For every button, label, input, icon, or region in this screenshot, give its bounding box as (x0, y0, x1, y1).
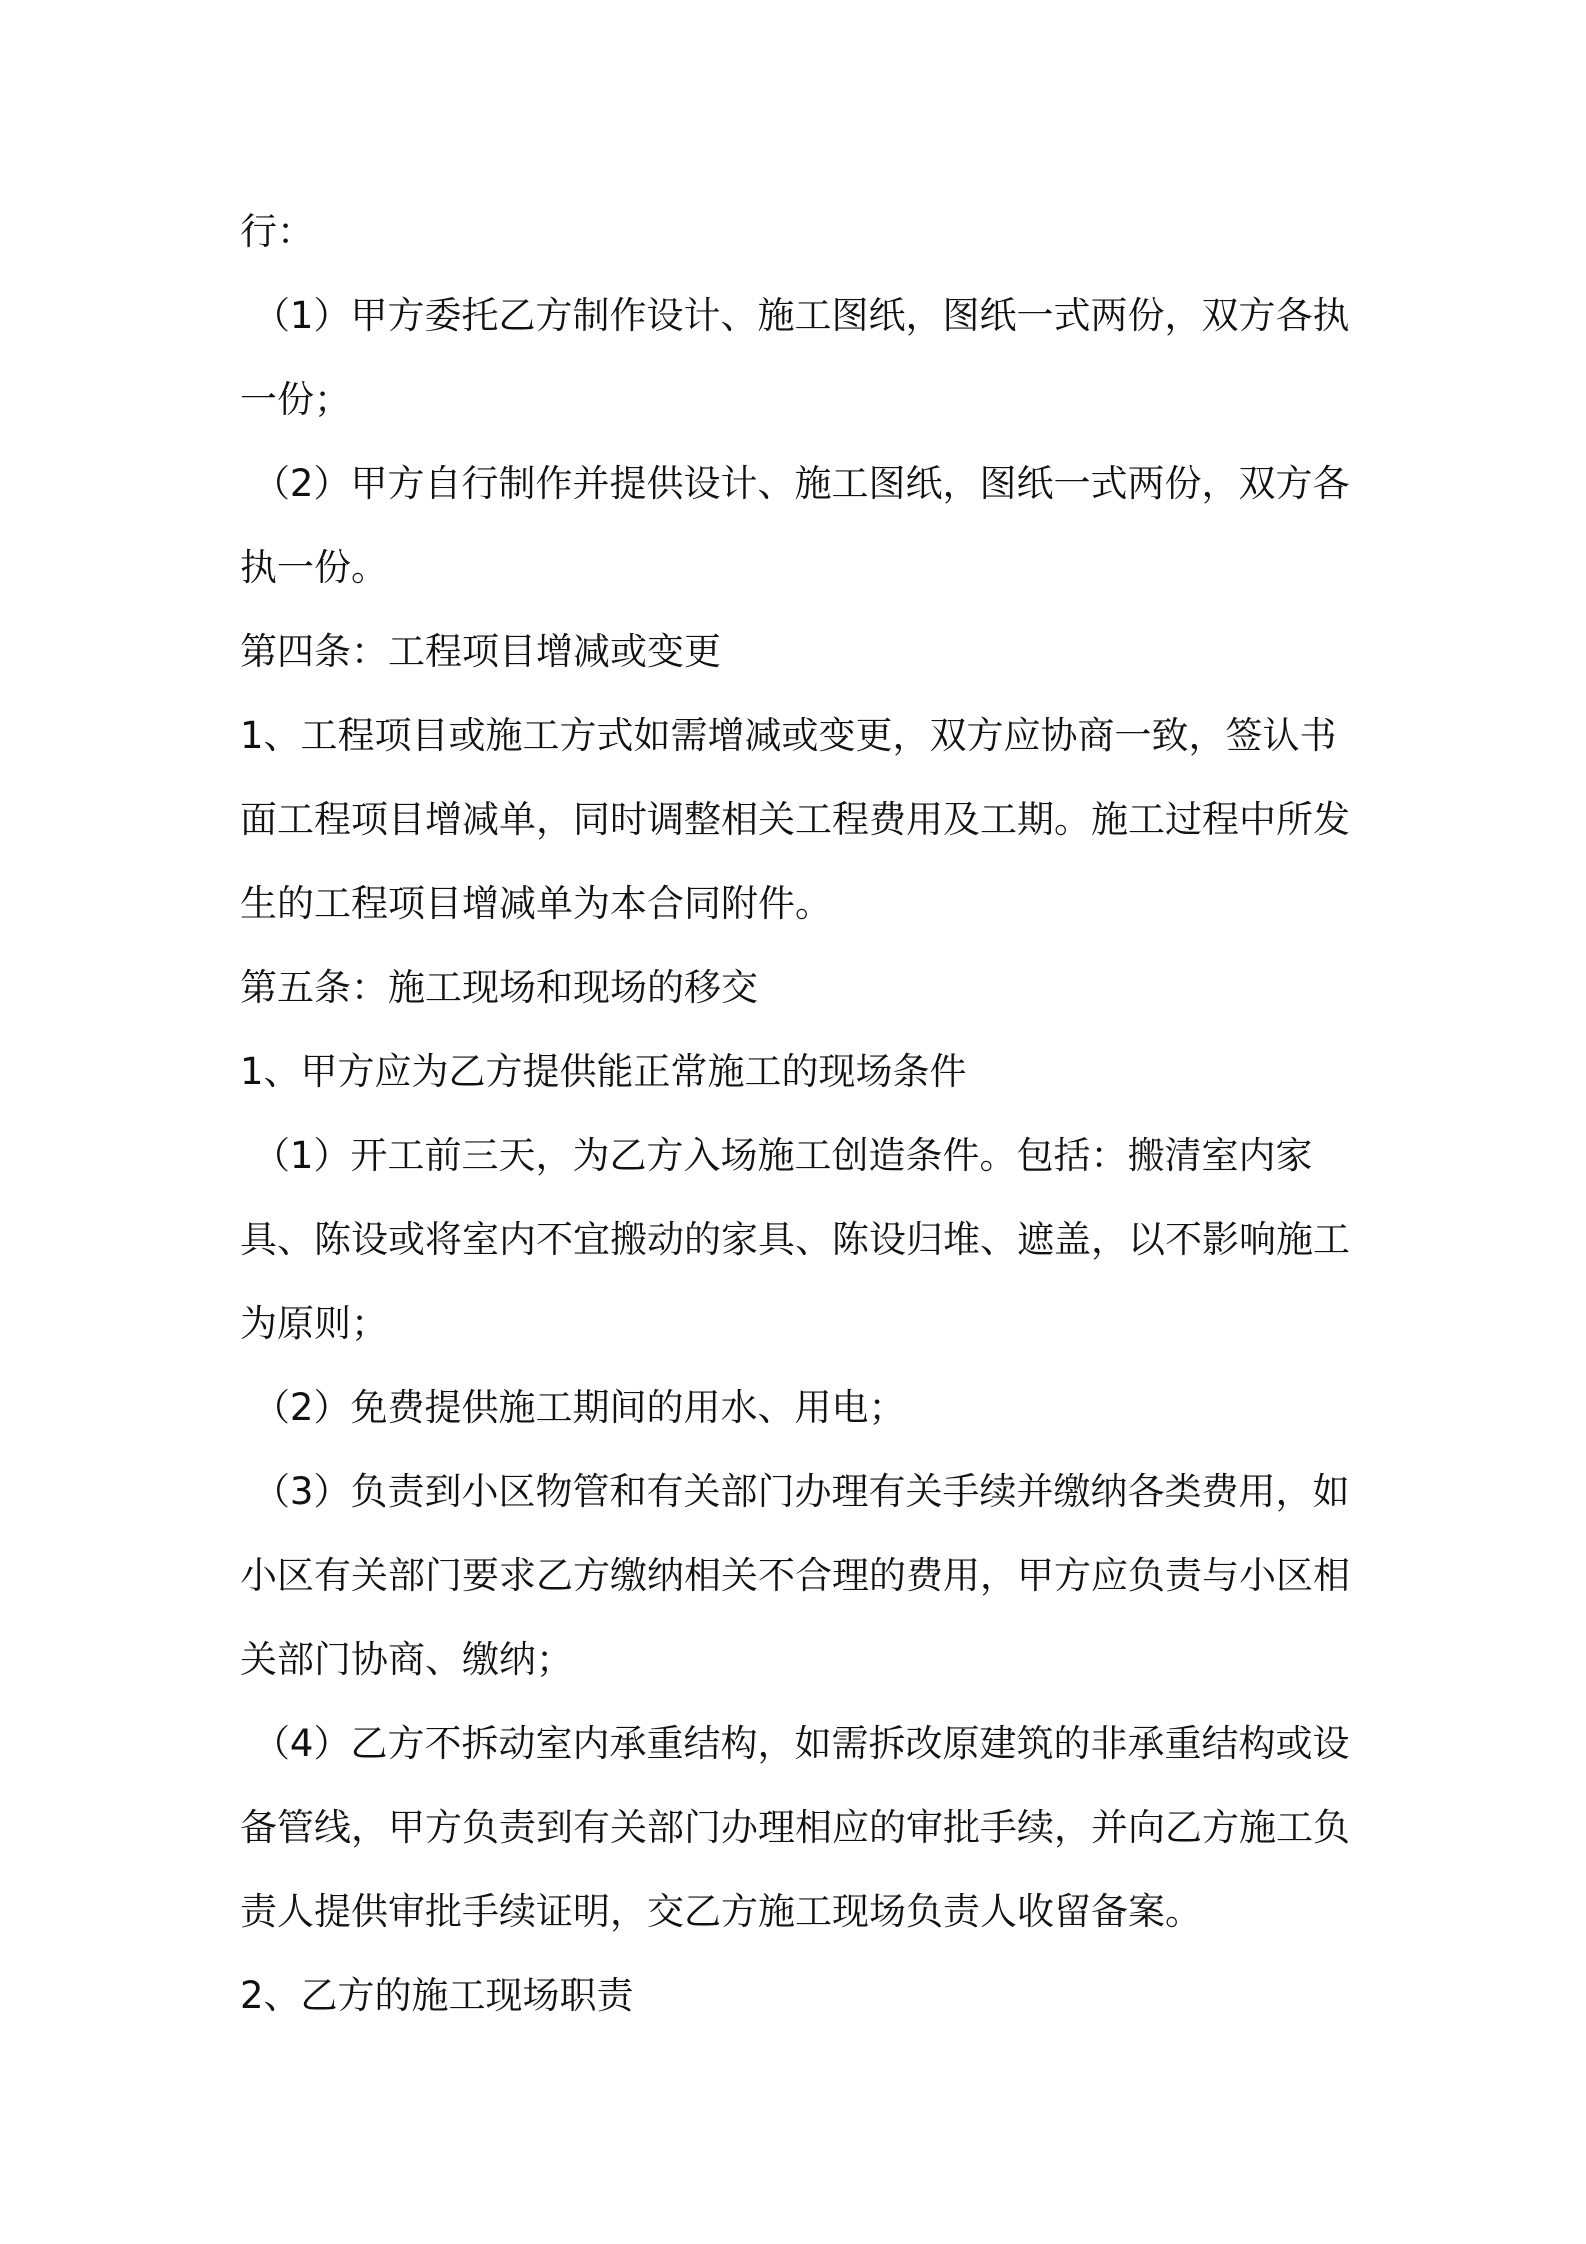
paragraph-3: （2）甲方自行制作并提供设计、施工图纸，图纸一式两份，双方各执一份。 (240, 462, 1350, 589)
section-heading-article-5: 第五条：施工现场和现场的移交 (240, 966, 758, 1009)
document-body (240, 190, 1370, 2038)
paragraph-11: （4）乙方不拆动室内承重结构，如需拆改原建筑的非承重结构或设备管线，甲方负责到有关部门办理相应的审批手续，并向乙方施工负责人提供审批手续证明，交乙方施工现场负责人收留备案。 (240, 1722, 1350, 1933)
paragraph-5: 1、工程项目或施工方式如需增减或变更，双方应协商一致，签认书面工程项目增减单，同时调整相关工程费用及工期。施工过程中所发生的工程项目增减单为本合同附件。 (240, 714, 1350, 925)
paragraph-2: （1）甲方委托乙方制作设计、施工图纸，图纸一式两份，双方各执一份； (240, 294, 1350, 421)
paragraph-12: 2、乙方的施工现场职责 (240, 1974, 634, 2017)
paragraph-8: （1）开工前三天，为乙方入场施工创造条件。包括：搬清室内家具、陈设或将室内不宜搬动的家具、陈设归堆、遮盖，以不影响施工为原则； (240, 1134, 1350, 1345)
section-heading-article-4: 第四条：工程项目增减或变更 (240, 630, 721, 673)
paragraph-7: 1、甲方应为乙方提供能正常施工的现场条件 (240, 1050, 967, 1093)
paragraph-10: （3）负责到小区物管和有关部门办理有关手续并缴纳各类费用，如小区有关部门要求乙方缴纳相关不合理的费用，甲方应负责与小区相关部门协商、缴纳； (240, 1470, 1350, 1681)
paragraph-9: （2）免费提供施工期间的用水、用电； (252, 1386, 906, 1429)
paragraph-1: 行： (240, 210, 314, 253)
